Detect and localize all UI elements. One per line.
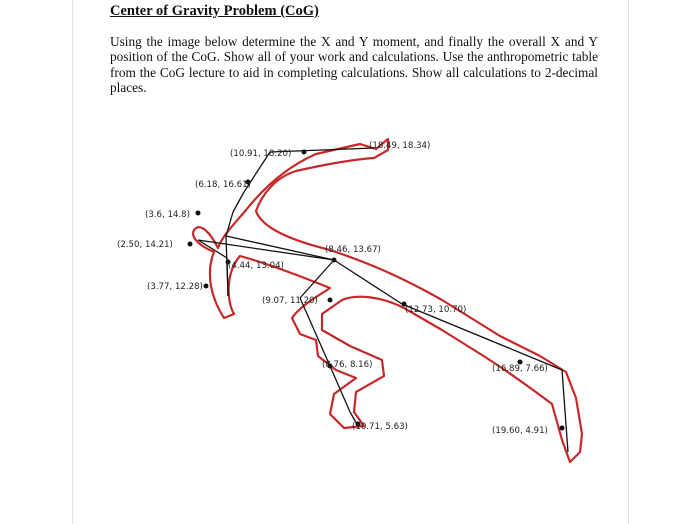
label-point-8-76: (8.76, 8.16) — [322, 360, 373, 370]
label-point-3-6: (3.6, 14.8) — [145, 210, 190, 220]
label-point-3-77: (3.77, 12.28) — [147, 282, 203, 292]
label-point-10-71: (10.71, 5.63) — [352, 422, 408, 432]
instructions-paragraph: Using the image below determine the X and Y moment, and finally the overall X and Y position of the CoG. Show all of your work and calculations. Use the anthropometric table from the CoG lecture to aid in completing calculations. Show all calculations to 2-decimal places. — [110, 34, 598, 96]
label-hand-right: (18.49, 18.34) — [369, 141, 431, 151]
label-point-9-07: (9.07, 11.20) — [262, 296, 318, 306]
body-outline — [193, 139, 582, 462]
page-title: Center of Gravity Problem (CoG) — [110, 3, 319, 19]
coordinate-labels — [117, 141, 548, 436]
label-point-19-60: (19.60, 4.91) — [492, 426, 548, 436]
label-point-8-46: (8.46, 13.67) — [325, 245, 381, 255]
label-head-top: (10.91, 18.20) — [230, 149, 292, 159]
label-shoulder-upper: (6.18, 16.61) — [195, 180, 251, 190]
label-point-12-73: (12.73, 10.70) — [405, 305, 467, 315]
label-point-4-44: (4.44, 13.04) — [228, 261, 284, 271]
label-point-2-50: (2.50, 14.21) — [117, 240, 173, 250]
label-point-16-89: (16.89, 7.66) — [492, 364, 548, 374]
